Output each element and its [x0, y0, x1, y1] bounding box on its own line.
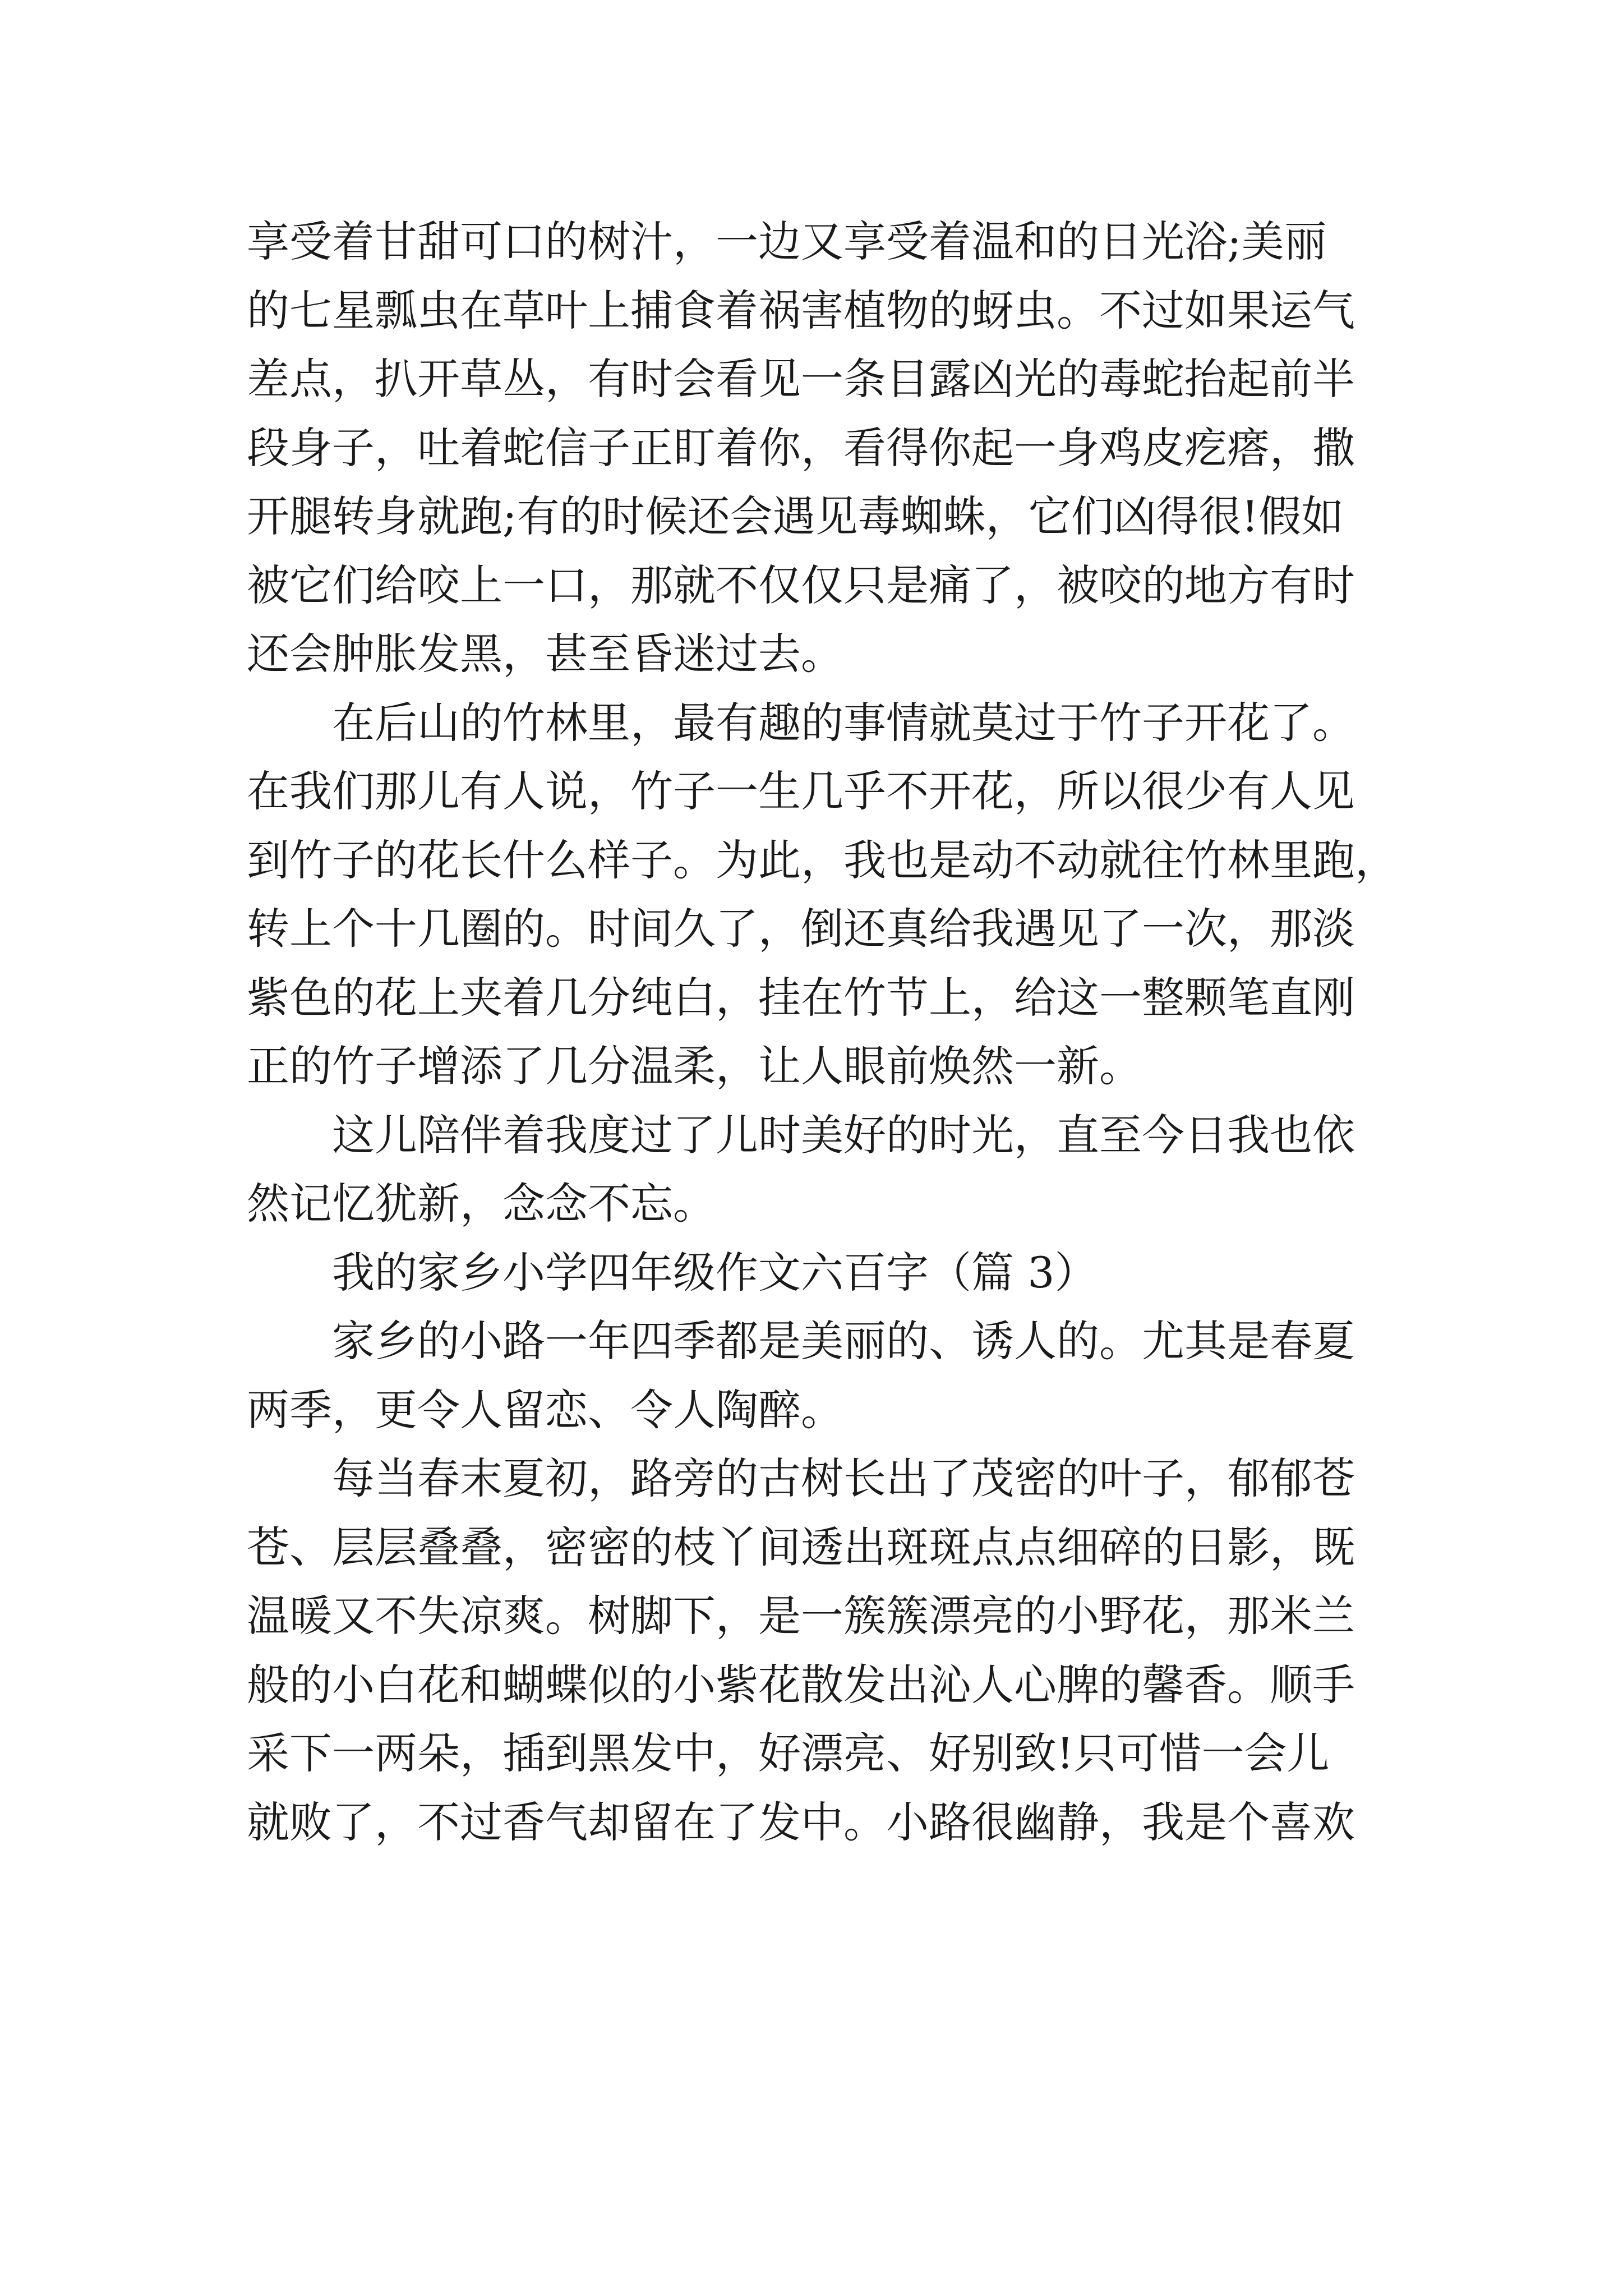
- text-line: 的七星瓢虫在草叶上捕食着祸害植物的蚜虫。不过如果运气: [247, 285, 1355, 335]
- text-line: 采下一两朵，插到黑发中，好漂亮、好别致!只可惜一会儿: [247, 1728, 1330, 1778]
- paragraph-first-line: 家乡的小路一年四季都是美丽的、诱人的。尤其是春夏: [332, 1316, 1355, 1366]
- text-line: 紫色的花上夹着几分纯白，挂在竹节上，给这一整颗笔直刚: [247, 972, 1355, 1023]
- text-line: 享受着甘甜可口的树汁，一边又享受着温和的日光浴;美丽: [247, 217, 1327, 266]
- text-line: 温暖又不失凉爽。树脚下，是一簇簇漂亮的小野花，那米兰: [247, 1591, 1355, 1641]
- text-line: 般的小白花和蝴蝶似的小紫花散发出沁人心脾的馨香。顺手: [247, 1659, 1355, 1710]
- text-line: 在我们那儿有人说，竹子一生几乎不开花，所以很少有人见: [247, 766, 1355, 816]
- text-line: 苍、层层叠叠，密密的枝丫间透出斑斑点点细碎的日影，既: [247, 1522, 1355, 1572]
- text-line: 被它们给咬上一口，那就不仅仅只是痛了，被咬的地方有时: [247, 560, 1355, 610]
- paragraph-first-line: 在后山的竹林里，最有趣的事情就莫过于竹子开花了。: [332, 697, 1355, 748]
- section-heading: 我的家乡小学四年级作文六百字（篇 3）: [332, 1247, 1098, 1297]
- text-line: 段身子，吐着蛇信子正盯着你，看得你起一身鸡皮疙瘩，撒: [247, 422, 1355, 473]
- text-line: 转上个十几圈的。时间久了，倒还真给我遇见了一次，那淡: [247, 904, 1355, 954]
- text-line: 开腿转身就跑;有的时候还会遇见毒蜘蛛，它们凶得很!假如: [247, 491, 1344, 541]
- body-text: [247, 208, 1453, 1857]
- text-line: 然记忆犹新，念念不忘。: [247, 1179, 716, 1228]
- text-line: 到竹子的花长什么样子。为此，我也是动不动就往竹林里跑，: [247, 835, 1398, 885]
- text-line: 就败了，不过香气却留在了发中。小路很幽静，我是个喜欢: [247, 1797, 1355, 1847]
- text-line: 两季，更令人留恋、令人陶醉。: [247, 1384, 843, 1435]
- text-line: 差点，扒开草丛，有时会看见一条目露凶光的毒蛇抬起前半: [247, 354, 1355, 404]
- paragraph-first-line: 每当春末夏初，路旁的古树长出了茂密的叶子，郁郁苍: [332, 1453, 1355, 1503]
- text-line: 还会肿胀发黑，甚至昏迷过去。: [247, 629, 843, 679]
- paragraph-first-line: 这儿陪伴着我度过了儿时美好的时光，直至今日我也依: [332, 1110, 1355, 1160]
- text-line: 正的竹子增添了几分温柔，让人眼前焕然一新。: [247, 1041, 1142, 1091]
